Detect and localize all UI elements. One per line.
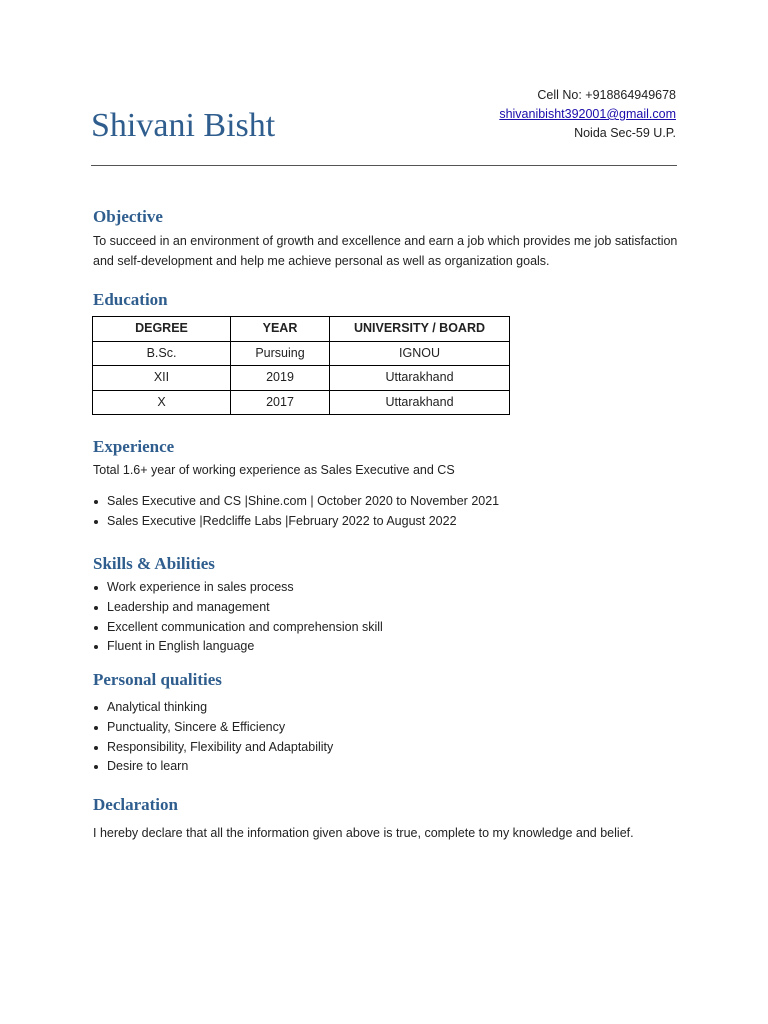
education-heading: Education xyxy=(93,290,168,309)
list-item: Sales Executive |Redcliffe Labs |February 2022 to August 2022 xyxy=(93,512,499,532)
degree-cell: B.Sc. xyxy=(93,341,231,366)
board-cell: Uttarakhand xyxy=(330,390,510,415)
list-item: Work experience in sales process xyxy=(93,578,383,598)
cell-number: Cell No: +918864949678 xyxy=(537,88,676,102)
experience-summary: Total 1.6+ year of working experience as Sales Executive and CS xyxy=(93,463,455,477)
board-cell: Uttarakhand xyxy=(330,366,510,391)
skills-list xyxy=(93,578,383,657)
candidate-name: Shivani Bisht xyxy=(91,107,276,144)
objective-heading: Objective xyxy=(93,207,163,226)
email-link[interactable]: shivanibisht392001@gmail.com xyxy=(499,107,676,121)
degree-cell: X xyxy=(93,390,231,415)
column-header-board: UNIVERSITY / BOARD xyxy=(330,317,510,342)
table-row xyxy=(93,390,510,415)
experience-list xyxy=(93,492,499,532)
table-row xyxy=(93,341,510,366)
list-item: Punctuality, Sincere & Efficiency xyxy=(93,718,333,738)
list-item: Sales Executive and CS |Shine.com | October 2020 to November 2021 xyxy=(93,492,499,512)
table-header-row xyxy=(93,317,510,342)
column-header-degree: DEGREE xyxy=(93,317,231,342)
column-header-year: YEAR xyxy=(231,317,330,342)
declaration-heading: Declaration xyxy=(93,795,178,814)
list-item: Fluent in English language xyxy=(93,637,383,657)
qualities-list xyxy=(93,698,333,777)
table-row xyxy=(93,366,510,391)
year-cell: 2019 xyxy=(231,366,330,391)
objective-text: To succeed in an environment of growth and excellence and earn a job which provides me job satisfaction and self-development and help me achieve personal as well as organization goals. xyxy=(93,234,678,268)
board-cell: IGNOU xyxy=(330,341,510,366)
year-cell: Pursuing xyxy=(231,341,330,366)
list-item: Analytical thinking xyxy=(93,698,333,718)
declaration-text: I hereby declare that all the information given above is true, complete to my knowledge and belief. xyxy=(93,826,634,840)
list-item: Desire to learn xyxy=(93,757,333,777)
year-cell: 2017 xyxy=(231,390,330,415)
qualities-heading: Personal qualities xyxy=(93,670,222,689)
list-item: Responsibility, Flexibility and Adaptability xyxy=(93,738,333,758)
header-divider xyxy=(91,165,677,166)
list-item: Leadership and management xyxy=(93,598,383,618)
address: Noida Sec-59 U.P. xyxy=(574,126,676,140)
degree-cell: XII xyxy=(93,366,231,391)
education-table xyxy=(92,316,510,415)
skills-heading: Skills & Abilities xyxy=(93,554,215,573)
list-item: Excellent communication and comprehension skill xyxy=(93,618,383,638)
contact-block xyxy=(499,86,676,143)
experience-heading: Experience xyxy=(93,437,175,456)
